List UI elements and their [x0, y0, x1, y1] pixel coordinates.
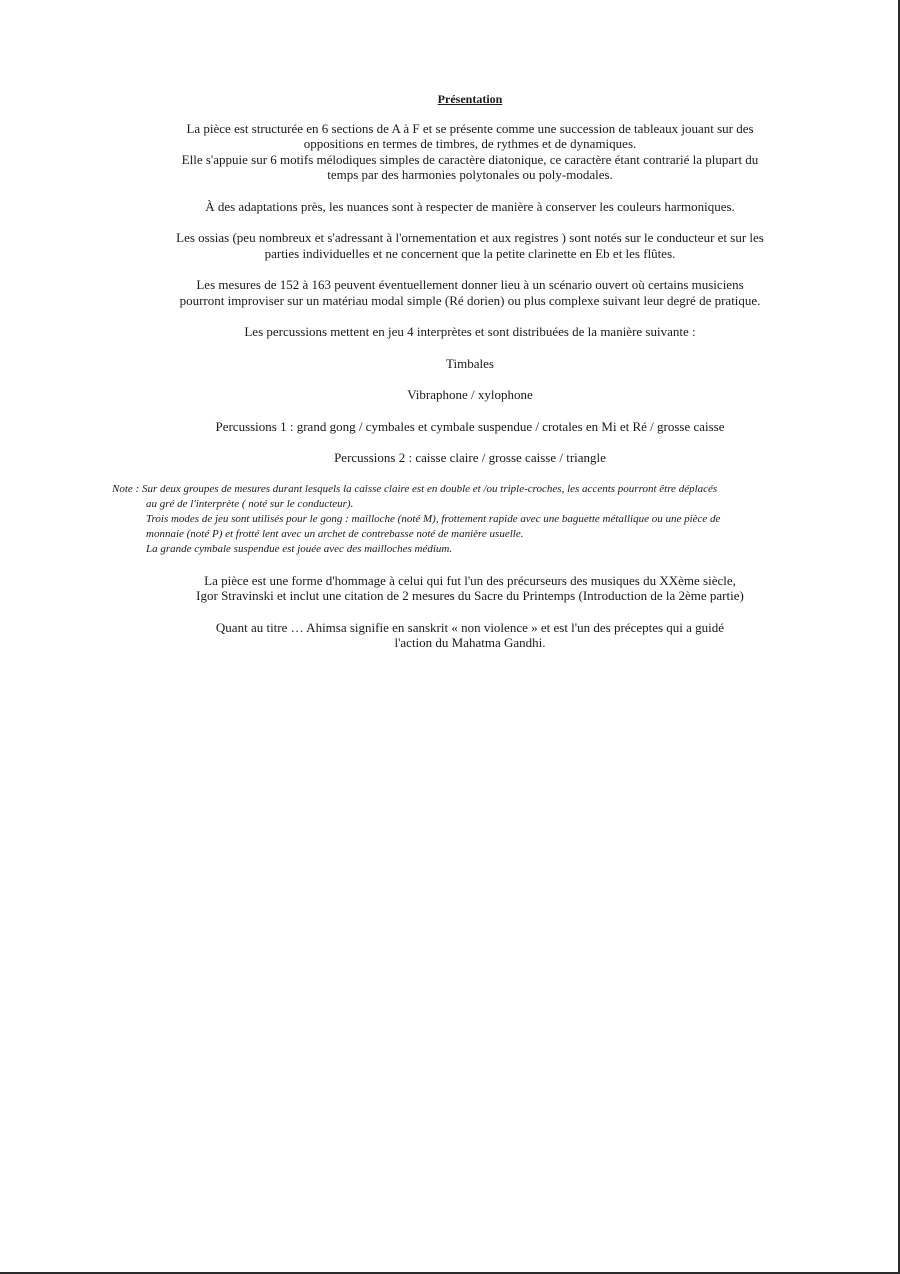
document-content [112, 92, 828, 667]
text-line: Les ossias (peu nombreux et s'adressant à l'ornementation et aux registres ) sont notés sur le conducteur et sur les [176, 230, 764, 245]
note-line: Trois modes de jeu sont utilisés pour le gong : mailloche (noté M), frottement rapide avec une baguette métallique ou une pièce de [146, 512, 721, 525]
text-line: Quant au titre … Ahimsa signifie en sanskrit « non violence » et est l'un des préceptes qui a guidé [215, 619, 725, 635]
text-line: Les percussions mettent en jeu 4 interprètes et sont distribuées de la manière suivante : [244, 324, 696, 339]
text-line: Timbales [446, 355, 494, 371]
text-line: La pièce est structurée en 6 sections de A à F et se présente comme une succession de tableaux jouant sur des [186, 120, 754, 136]
paragraph-ossias [112, 230, 828, 261]
instrument-timbales [112, 356, 828, 372]
text-line: parties individuelles et ne concernent que la petite clarinette en Eb et les flûtes. [264, 245, 676, 261]
paragraph-hommage [112, 573, 828, 604]
instrument-vibraphone [112, 387, 828, 403]
text-line: Elle s'appuie sur 6 motifs mélodiques simples de caractère diatonique, ce caractère étant contrarié la plupart du [181, 151, 759, 167]
text-line: oppositions en termes de timbres, de rythmes et de dynamiques. [303, 136, 637, 151]
text-line: Percussions 2 : caisse claire / grosse caisse / triangle [334, 450, 606, 465]
text-line: Percussions 1 : grand gong / cymbales et cymbale suspendue / crotales en Mi et Ré / grosse caisse [215, 418, 725, 434]
note-line: La grande cymbale suspendue est jouée avec des mailloches médium. [146, 542, 453, 555]
text-line: Les mesures de 152 à 163 peuvent éventuellement donner lieu à un scénario ouvert où certains musiciens [196, 277, 744, 292]
paragraph-structure [112, 121, 828, 183]
text-line: l'action du Mahatma Gandhi. [394, 635, 546, 650]
instrument-percussions-2 [112, 450, 828, 466]
text-line: La pièce est une forme d'hommage à celui qui fut l'un des précurseurs des musiques du XXème siècle, [204, 572, 736, 588]
performance-note [112, 482, 828, 557]
page-title: Présentation [437, 92, 503, 106]
text-line: Igor Stravinski et inclut une citation de 2 mesures du Sacre du Printemps (Introduction de la 2ème partie) [196, 588, 744, 603]
paragraph-nuances [112, 199, 828, 215]
paragraph-titre [112, 620, 828, 651]
note-line: au gré de l'interprète ( noté sur le conducteur). [146, 497, 354, 510]
text-line: temps par des harmonies polytonales ou poly-modales. [327, 167, 613, 182]
text-line: pourront improviser sur un matériau modal simple (Ré dorien) ou plus complexe suivant leur degré de pratique. [179, 292, 761, 308]
note-line: monnaie (noté P) et frotté lent avec un archet de contrebasse noté de manière usuelle. [146, 527, 524, 540]
paragraph-percussions-intro [112, 324, 828, 340]
instrument-percussions-1 [112, 419, 828, 435]
paragraph-mesures [112, 277, 828, 308]
note-line: Note : Sur deux groupes de mesures durant lesquels la caisse claire est en double et /ou triple-croches, les accents pourront être déplacés [112, 482, 718, 495]
text-line: À des adaptations près, les nuances sont à respecter de manière à conserver les couleurs harmoniques. [205, 198, 735, 214]
text-line: Vibraphone / xylophone [407, 387, 533, 402]
